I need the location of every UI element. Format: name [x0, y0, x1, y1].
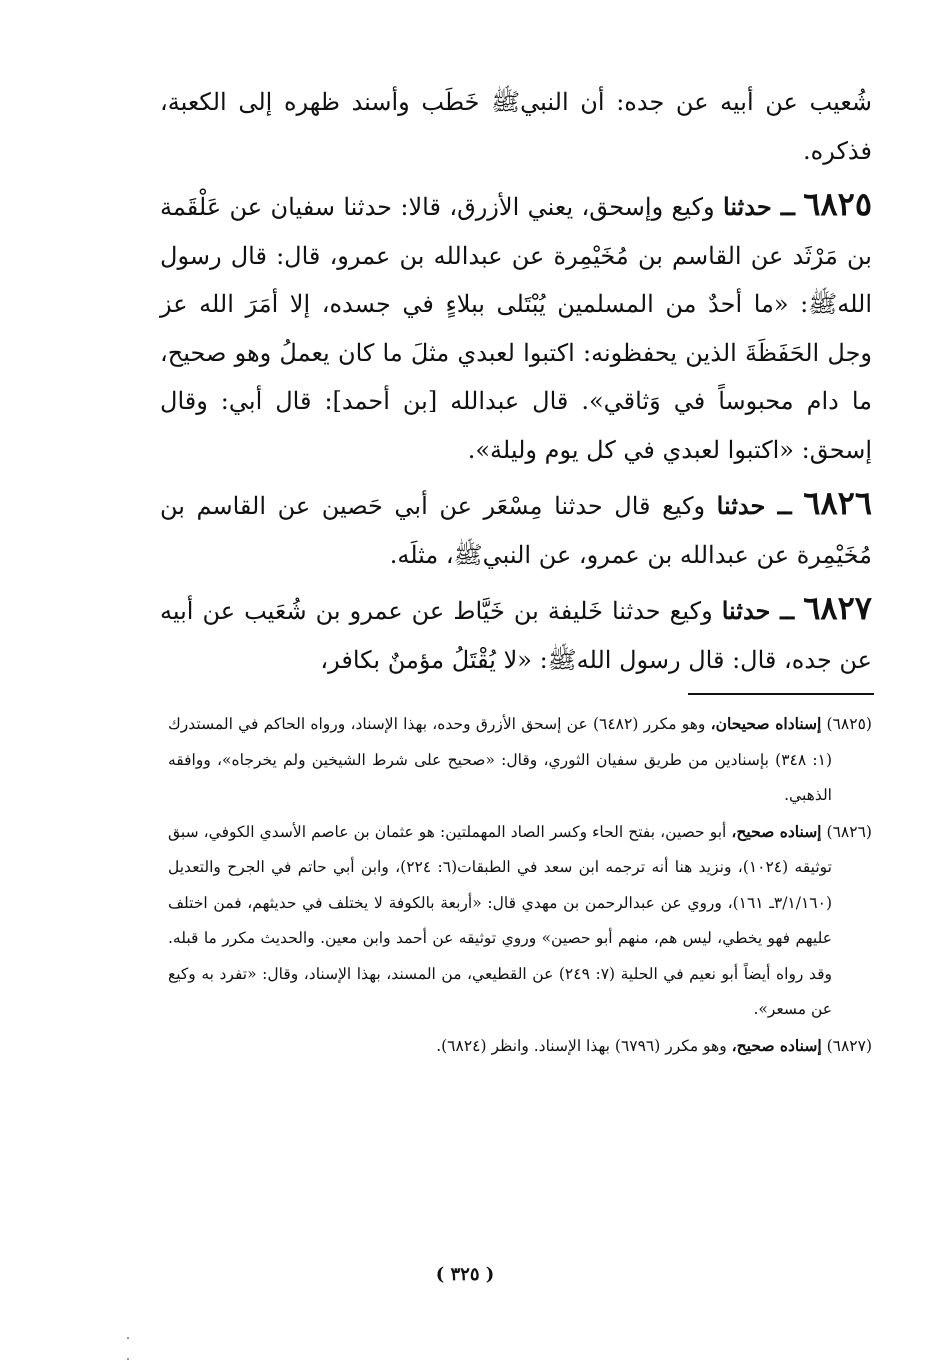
footnote-status: إسناداه صحيحان، — [710, 714, 822, 733]
hadith-text: وكيع قال حدثنا مِسْعَر عن أبي حَصين عن القاسم بن مُخَيْمِرة عن عبدالله بن عمرو، عن النبيﷺ، مثلَه. — [160, 492, 872, 569]
footnote-status: إسناده صحيح، — [731, 821, 822, 841]
scan-speck — [127, 1337, 129, 1339]
main-text-block — [160, 78, 872, 684]
continuation-line: فذكره. — [803, 136, 872, 165]
footnote-number: (٦٨٢٦) — [826, 822, 872, 841]
footnote-text: أبو حصين، بفتح الحاء وكسر الصاد المهملتين: هو عثمان بن عاصم الأسدي الكوفي، سبق توثيقه (١٠٢٤)، ونزيد هنا أنه ترجمه ابن سعد في الطبقات(٦: ٢٢٤)، وابن أبي حاتم في الجرح والتعديل (٣/١/١٦٠ـ ١٦١)، وروي عن عبدالرحمن بن مهدي قال: «أربعة بالكوفة لا يختلف في حديثهم، فمن اختلف عليهم فهو يخطي، ليس هم، منهم أبو حصين» وروي توثيقه عن أحمد وابن معين. والحديث مكرر ما قبله. وقد رواه أيضاً أبو نعيم في الحلية (٧: ٢٤٩) عن القطيعي، من المسند، بهذا الإسناد، وقال: «تفرد به وكيع عن مسعر». — [168, 822, 833, 1018]
footnote-6826 — [168, 814, 872, 1028]
footnote-number: (٦٨٢٥) — [826, 715, 872, 733]
continuation-paragraph — [160, 78, 872, 175]
hadith-lead: ــ حدثنا — [721, 596, 795, 625]
footnote-text: وهو مكرر (٦٧٩٦) بهذا الإسناد. وانظر (٦٨٢٤). — [436, 1036, 727, 1055]
continuation-line: شُعيب عن أبيه عن جده: أن النبيﷺ خَطَب وأسند ظهره إلى الكعبة، — [160, 88, 872, 116]
footnote-6825 — [168, 706, 872, 814]
footnote-divider — [688, 693, 874, 695]
footnote-6827 — [168, 1028, 872, 1065]
hadith-text: وكيع حدثنا خَليفة بن خَيَّاط عن عمرو بن شُعَيب عن أبيه عن جده، قال: قال رسول اللهﷺ: «لا يُقْتَلُ مؤمنٌ بكافر، — [160, 597, 872, 674]
page-number: ( ٣٢٥ ) — [435, 1264, 495, 1285]
hadith-lead: ــ حدثنا — [716, 491, 792, 520]
footnote-text: وهو مكرر (٦٤٨٢) عن إسحق الأزرق وحده، بهذا الإسناد، ورواه الحاكم في المستدرك (١: ٣٤٨) بإسنادين من طريق سفيان الثوري، وقال: «صحيح على شرط الشيخين ولم يخرجاه»، ووافقه الذهبي. — [168, 715, 832, 804]
scan-speck — [127, 1358, 129, 1360]
footnote-status: إسناده صحيح، — [731, 1035, 822, 1055]
hadith-6827 — [160, 584, 872, 684]
footnotes-block — [168, 706, 872, 1064]
hadith-number: ٦٨٢٧ — [803, 589, 872, 627]
hadith-lead: ــ حدثنا — [723, 192, 795, 221]
hadith-6825 — [160, 180, 872, 474]
hadith-number: ٦٨٢٦ — [803, 484, 872, 522]
hadith-text: وكيع وإسحق، يعني الأزرق، قالا: حدثنا سفيان عن عَلْقَمة بن مَرْثَد عن القاسم بن مُخَيْمِرة عن عبدالله بن عمرو، قال: قال رسول اللهﷺ: «ما أحدٌ من المسلمين يُبْتَلى ببلاءٍ في جسده، إلا أمَرَ الله عز وجل الحَفَظَةَ الذين يحفظونه: اكتبوا لعبدي مثلَ ما كان يعملُ وهو صحيح، ما دام محبوساً في وَثاقي». قال عبدالله [بن أحمد]: قال أبي: وقال إسحق: «اكتبوا لعبدي في كل يوم وليلة». — [160, 193, 872, 464]
hadith-6826 — [160, 479, 872, 579]
hadith-number: ٦٨٢٥ — [803, 185, 873, 223]
footnote-number: (٦٨٢٧) — [826, 1036, 872, 1055]
